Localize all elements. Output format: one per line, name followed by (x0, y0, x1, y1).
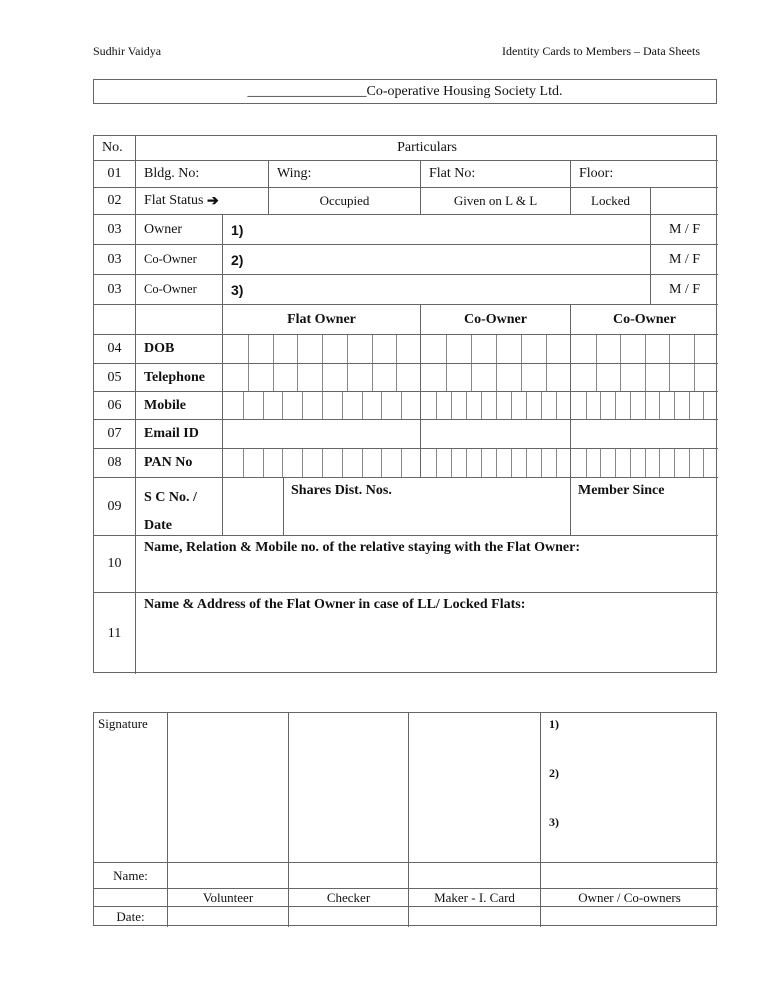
telephone-char-box[interactable] (421, 364, 446, 391)
mobile-char-box[interactable] (342, 392, 362, 419)
mobile-char-box[interactable] (362, 392, 382, 419)
mobile-group (571, 392, 718, 420)
sc-no-text: S C No. / (144, 490, 197, 505)
field-flat[interactable]: Flat No: (421, 161, 571, 188)
dob-char-box[interactable] (620, 335, 645, 363)
pan-char-box[interactable] (556, 449, 571, 477)
blank-cell (136, 305, 223, 335)
pan-char-box[interactable] (659, 449, 674, 477)
signature-field[interactable] (541, 713, 718, 863)
relative-details-field[interactable]: Name, Relation & Mobile no. of the relative staying with the Flat Owner: (136, 536, 718, 593)
telephone-group (571, 364, 718, 392)
pan-char-box[interactable] (466, 449, 481, 477)
sc-no-field[interactable] (223, 478, 284, 536)
mobile-char-box[interactable] (263, 392, 283, 419)
pan-char-box[interactable] (541, 449, 556, 477)
telephone-char-box[interactable] (694, 364, 719, 391)
name-label: Name: (94, 863, 168, 889)
date-text: Date (144, 518, 172, 533)
field-floor[interactable]: Floor: (571, 161, 718, 188)
signature-field[interactable] (168, 713, 289, 863)
dob-char-box[interactable] (471, 335, 496, 363)
mobile-char-box[interactable] (630, 392, 645, 419)
dob-char-box[interactable] (322, 335, 347, 363)
pan-char-box[interactable] (322, 449, 342, 477)
owner-label: Co-Owner (136, 275, 223, 305)
email-label: Email ID (136, 420, 223, 449)
mobile-char-box[interactable] (600, 392, 615, 419)
role-label: Volunteer (168, 889, 289, 907)
role-label: Owner / Co-owners (541, 889, 718, 907)
telephone-char-box[interactable] (496, 364, 521, 391)
col-no-header: No. (94, 136, 136, 161)
mobile-char-box[interactable] (689, 392, 704, 419)
owner-label: Owner (136, 215, 223, 245)
owner-name-field[interactable]: 1) (223, 215, 651, 245)
mobile-char-box[interactable] (571, 392, 586, 419)
pan-char-box[interactable] (282, 449, 302, 477)
pan-char-box[interactable] (302, 449, 322, 477)
pan-char-box[interactable] (436, 449, 451, 477)
flat-status-option-given-on-ll[interactable]: Given on L & L (421, 188, 571, 215)
blank-cell (651, 188, 718, 215)
pan-char-box[interactable] (615, 449, 630, 477)
row-number: 10 (94, 536, 136, 593)
telephone-char-box[interactable] (620, 364, 645, 391)
dob-char-box[interactable] (446, 335, 471, 363)
dob-char-box[interactable] (248, 335, 273, 363)
pan-char-box[interactable] (342, 449, 362, 477)
pan-char-box[interactable] (571, 449, 586, 477)
owner-name-field[interactable]: 3) (223, 275, 651, 305)
pan-char-box[interactable] (645, 449, 660, 477)
row-number: 01 (94, 161, 136, 188)
pan-char-box[interactable] (243, 449, 263, 477)
blank-cell (94, 305, 136, 335)
telephone-char-box[interactable] (521, 364, 546, 391)
row-number: 07 (94, 420, 136, 449)
pan-group (421, 449, 571, 478)
row-number: 03 (94, 215, 136, 245)
pan-char-box[interactable] (511, 449, 526, 477)
mobile-label: Mobile (136, 392, 223, 420)
pan-char-box[interactable] (362, 449, 382, 477)
pan-group (571, 449, 718, 478)
group-header-g1: Flat Owner (223, 305, 421, 335)
owner-address-field[interactable]: Name & Address of the Flat Owner in case of LL/ Locked Flats: (144, 597, 526, 612)
telephone-group (421, 364, 571, 392)
flat-status-option-locked[interactable]: Locked (571, 188, 651, 215)
mobile-char-box[interactable] (526, 392, 541, 419)
date-label: Date: (94, 907, 168, 927)
mobile-group (421, 392, 571, 420)
telephone-char-box[interactable] (596, 364, 621, 391)
mobile-char-box[interactable] (511, 392, 526, 419)
gender-select[interactable]: M / F (651, 245, 718, 275)
pan-char-box[interactable] (526, 449, 541, 477)
mobile-char-box[interactable] (421, 392, 436, 419)
dob-group (223, 335, 421, 364)
group-header-g3: Co-Owner (571, 305, 718, 335)
dob-char-box[interactable] (273, 335, 298, 363)
pan-label: PAN No (136, 449, 223, 478)
row-number: 11 (94, 593, 136, 674)
mobile-char-box[interactable] (451, 392, 466, 419)
telephone-char-box[interactable] (297, 364, 322, 391)
pan-char-box[interactable] (481, 449, 496, 477)
dob-char-box[interactable] (645, 335, 670, 363)
field-wing[interactable]: Wing: (269, 161, 421, 188)
dob-char-box[interactable] (571, 335, 596, 363)
pan-char-box[interactable] (496, 449, 511, 477)
name-field[interactable] (409, 863, 541, 889)
telephone-char-box[interactable] (223, 364, 248, 391)
owner-name-field[interactable]: 2) (223, 245, 651, 275)
dob-label: DOB (136, 335, 223, 364)
mobile-char-box[interactable] (466, 392, 481, 419)
row-number: 09 (94, 478, 136, 536)
telephone-char-box[interactable] (322, 364, 347, 391)
flat-status-label (136, 188, 269, 215)
dob-char-box[interactable] (496, 335, 521, 363)
header-author: Sudhir Vaidya (93, 44, 162, 58)
owner-signature-number: 3) (549, 815, 559, 829)
telephone-char-box[interactable] (669, 364, 694, 391)
row-number: 05 (94, 364, 136, 392)
name-field[interactable] (168, 863, 289, 889)
pan-char-box[interactable] (689, 449, 704, 477)
signature-field[interactable] (409, 713, 541, 863)
telephone-char-box[interactable] (396, 364, 421, 391)
row-number: 04 (94, 335, 136, 364)
flat-status-option-occupied[interactable]: Occupied (269, 188, 421, 215)
dob-char-box[interactable] (546, 335, 571, 363)
telephone-char-box[interactable] (372, 364, 397, 391)
mobile-char-box[interactable] (703, 392, 718, 419)
row-number: 06 (94, 392, 136, 420)
name-field[interactable] (541, 863, 718, 889)
dob-char-box[interactable] (372, 335, 397, 363)
mobile-char-box[interactable] (282, 392, 302, 419)
date-field[interactable] (541, 907, 718, 927)
pan-char-box[interactable] (263, 449, 283, 477)
telephone-char-box[interactable] (273, 364, 298, 391)
pan-char-box[interactable] (586, 449, 601, 477)
email-field[interactable] (421, 420, 571, 449)
mobile-char-box[interactable] (586, 392, 601, 419)
row-number: 02 (94, 188, 136, 215)
pan-char-box[interactable] (600, 449, 615, 477)
pan-char-box[interactable] (381, 449, 401, 477)
mobile-char-box[interactable] (223, 392, 243, 419)
signature-table (93, 712, 717, 926)
dob-char-box[interactable] (694, 335, 719, 363)
role-label: Maker - I. Card (409, 889, 541, 907)
pan-char-box[interactable] (703, 449, 718, 477)
pan-group (223, 449, 421, 478)
dob-char-box[interactable] (596, 335, 621, 363)
telephone-char-box[interactable] (546, 364, 571, 391)
flat-status-text: Flat Status (144, 193, 204, 208)
member-since-field[interactable]: Member Since (571, 478, 718, 536)
dob-group (421, 335, 571, 364)
arrow-right-icon: ➔ (207, 193, 219, 209)
mobile-char-box[interactable] (302, 392, 322, 419)
dob-group (571, 335, 718, 364)
header-doc-title: Identity Cards to Members – Data Sheets (502, 44, 700, 58)
pan-char-box[interactable] (401, 449, 421, 477)
pan-char-box[interactable] (421, 449, 436, 477)
dob-char-box[interactable] (347, 335, 372, 363)
dob-char-box[interactable] (396, 335, 421, 363)
email-field[interactable] (223, 420, 421, 449)
dob-char-box[interactable] (421, 335, 446, 363)
signature-label: Signature (94, 713, 168, 863)
pan-char-box[interactable] (630, 449, 645, 477)
telephone-char-box[interactable] (571, 364, 596, 391)
owner-label: Co-Owner (136, 245, 223, 275)
pan-char-box[interactable] (674, 449, 689, 477)
pan-char-box[interactable] (451, 449, 466, 477)
pan-char-box[interactable] (223, 449, 243, 477)
gender-select[interactable]: M / F (651, 215, 718, 245)
mobile-char-box[interactable] (496, 392, 511, 419)
row-number: 03 (94, 245, 136, 275)
row-number: 08 (94, 449, 136, 478)
mobile-char-box[interactable] (481, 392, 496, 419)
telephone-char-box[interactable] (471, 364, 496, 391)
mobile-char-box[interactable] (645, 392, 660, 419)
field-bldg[interactable]: Bldg. No: (136, 161, 269, 188)
date-field[interactable] (168, 907, 289, 927)
mobile-char-box[interactable] (401, 392, 421, 419)
particulars-table (93, 135, 717, 673)
telephone-char-box[interactable] (645, 364, 670, 391)
email-field[interactable] (571, 420, 718, 449)
mobile-char-box[interactable] (556, 392, 571, 419)
mobile-char-box[interactable] (322, 392, 342, 419)
telephone-group (223, 364, 421, 392)
dob-char-box[interactable] (521, 335, 546, 363)
sc-no-date-label (136, 478, 223, 536)
telephone-label: Telephone (136, 364, 223, 392)
owner-signature-number: 1) (549, 717, 559, 731)
owner-signature-number: 2) (549, 766, 559, 780)
mobile-char-box[interactable] (674, 392, 689, 419)
col-particulars-header: Particulars (136, 136, 718, 161)
row-number: 03 (94, 275, 136, 305)
gender-select[interactable]: M / F (651, 275, 718, 305)
role-label: Checker (289, 889, 409, 907)
date-field[interactable] (289, 907, 409, 927)
dob-char-box[interactable] (669, 335, 694, 363)
mobile-char-box[interactable] (659, 392, 674, 419)
society-title: _________________Co-operative Housing Society Ltd. (93, 79, 717, 104)
mobile-char-box[interactable] (436, 392, 451, 419)
dob-char-box[interactable] (223, 335, 248, 363)
mobile-char-box[interactable] (541, 392, 556, 419)
date-field[interactable] (409, 907, 541, 927)
telephone-char-box[interactable] (248, 364, 273, 391)
sig-cell (94, 889, 168, 907)
mobile-char-box[interactable] (615, 392, 630, 419)
shares-dist-field[interactable]: Shares Dist. Nos. (284, 478, 571, 536)
mobile-char-box[interactable] (381, 392, 401, 419)
mobile-group (223, 392, 421, 420)
dob-char-box[interactable] (297, 335, 322, 363)
mobile-char-box[interactable] (243, 392, 263, 419)
telephone-char-box[interactable] (347, 364, 372, 391)
name-field[interactable] (289, 863, 409, 889)
telephone-char-box[interactable] (446, 364, 471, 391)
signature-field[interactable] (289, 713, 409, 863)
group-header-g2: Co-Owner (421, 305, 571, 335)
